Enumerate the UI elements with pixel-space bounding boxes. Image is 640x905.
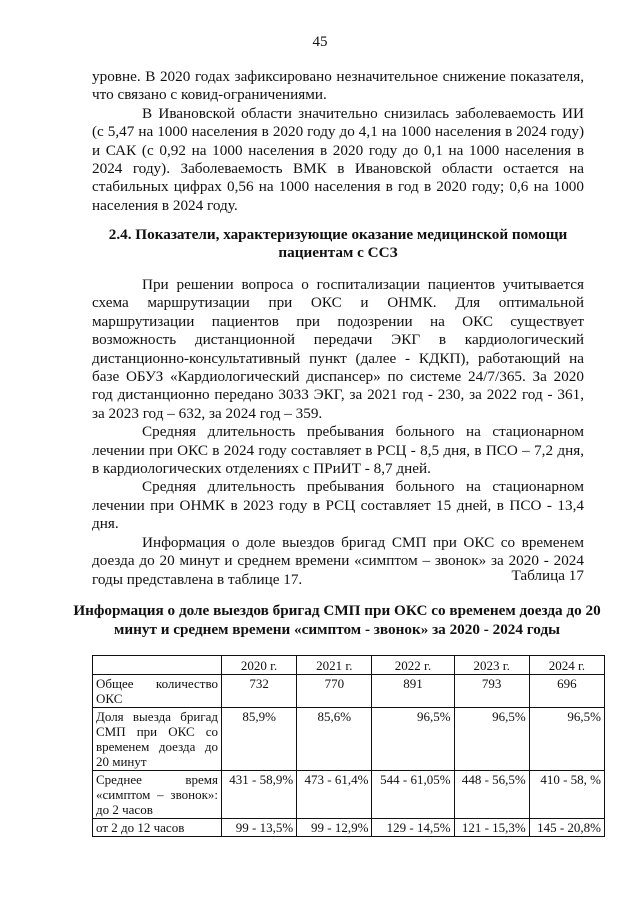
table-cell: 410 - 58, % (529, 771, 604, 819)
table-cell: 96,5% (454, 708, 529, 771)
section-text-block (92, 276, 584, 589)
row-label: от 2 до 12 часов (93, 819, 222, 837)
table-cell: 473 - 61,4% (297, 771, 372, 819)
table-cell: 85,9% (222, 708, 297, 771)
paragraph: Средняя длительность пребывания больного на стационарном лечении при ОКС в 2024 году составляет в РСЦ - 8,5 дня, в ПСО – 7,2 дня, в кардиологических отделениях с ПРиИТ - 8,7 дней. (92, 423, 584, 478)
table-cell: 696 (529, 675, 604, 708)
table-header-cell: 2023 г. (454, 656, 529, 675)
table-cell: 96,5% (529, 708, 604, 771)
table-cell: 448 - 56,5% (454, 771, 529, 819)
section-heading: 2.4. Показатели, характеризующие оказание медицинской помощи пациентам с ССЗ (108, 226, 568, 262)
row-label: Общее количество ОКС (93, 675, 222, 708)
paragraph: В Ивановской области значительно снизилась заболеваемость ИИ (с 5,47 на 1000 населения в 2020 году до 4,1 на 1000 населения в 2024 году) и САК (с 0,92 на 1000 населения в 2020 году до 0,1 на 1000 населения в 2024 году). Заболеваемость ВМК в Ивановской области остается на стабильных цифрах 0,56 на 1000 населения в год в 2020 году; 0,6 на 1000 населения в 2024 году. (92, 104, 584, 214)
table-row (93, 771, 605, 819)
table-cell: 121 - 15,3% (454, 819, 529, 837)
paragraph: При решении вопроса о госпитализации пациентов учитывается схема маршрутизации при ОКС и ОНМК. Для оптимальной маршрутизации пациентов при подозрении на ОКС существует возможность дистанционной передачи ЭКГ в кардиологический дистанционно-консультативный пункт (далее - КДКП), работающий на базе ОБУЗ «Кардиологический диспансер» по системе 24/7/365. За 2020 год дистанционно передано 3033 ЭКГ, за 2021 год - 230, за 2022 год - 361, за 2023 год – 632, за 2024 год – 359. (92, 276, 584, 422)
table-header-cell: 2024 г. (529, 656, 604, 675)
paragraph: Средняя длительность пребывания больного на стационарном лечении при ОНМК в 2023 году в РСЦ составляет 15 дней, в ПСО - 13,4 дня. (92, 478, 584, 533)
table-cell: 129 - 14,5% (372, 819, 454, 837)
table-title: Информация о доле выездов бригад СМП при ОКС со временем доезда до 20 минут и среднем времени «симптом - звонок» за 2020 - 2024 годы (73, 602, 601, 638)
table-row (93, 675, 605, 708)
table-cell: 770 (297, 675, 372, 708)
table-row (93, 819, 605, 837)
table-cell: 891 (372, 675, 454, 708)
data-table (92, 655, 605, 837)
table-cell: 99 - 13,5% (222, 819, 297, 837)
table-cell: 99 - 12,9% (297, 819, 372, 837)
table-header-row (93, 656, 605, 675)
page-number: 45 (312, 34, 328, 50)
row-label: Доля выезда бригад СМП при ОКС со временем доезда до 20 минут (93, 708, 222, 771)
table-cell: 793 (454, 675, 529, 708)
paragraph: уровне. В 2020 годах зафиксировано незначительное снижение показателя, что связано с ковид-ограничениями. (92, 68, 584, 104)
table-cell: 85,6% (297, 708, 372, 771)
table-cell: 732 (222, 675, 297, 708)
table-header-cell: 2021 г. (297, 656, 372, 675)
table-cell: 145 - 20,8% (529, 819, 604, 837)
table-header-cell (93, 656, 222, 675)
table-cell: 431 - 58,9% (222, 771, 297, 819)
table-number: Таблица 17 (511, 567, 584, 584)
top-text-block (92, 68, 584, 215)
table-header-cell: 2020 г. (222, 656, 297, 675)
table-cell: 96,5% (372, 708, 454, 771)
table-row (93, 708, 605, 771)
table-header-cell: 2022 г. (372, 656, 454, 675)
row-label: Среднее время «симптом – звонок»: до 2 часов (93, 771, 222, 819)
paragraph: Информация о доле выездов бригад СМП при ОКС со временем доезда до 20 минут и среднем времени «симптом – звонок» за 2020 - 2024 годы представлена в таблице 17. (92, 533, 584, 588)
table-cell: 544 - 61,05% (372, 771, 454, 819)
